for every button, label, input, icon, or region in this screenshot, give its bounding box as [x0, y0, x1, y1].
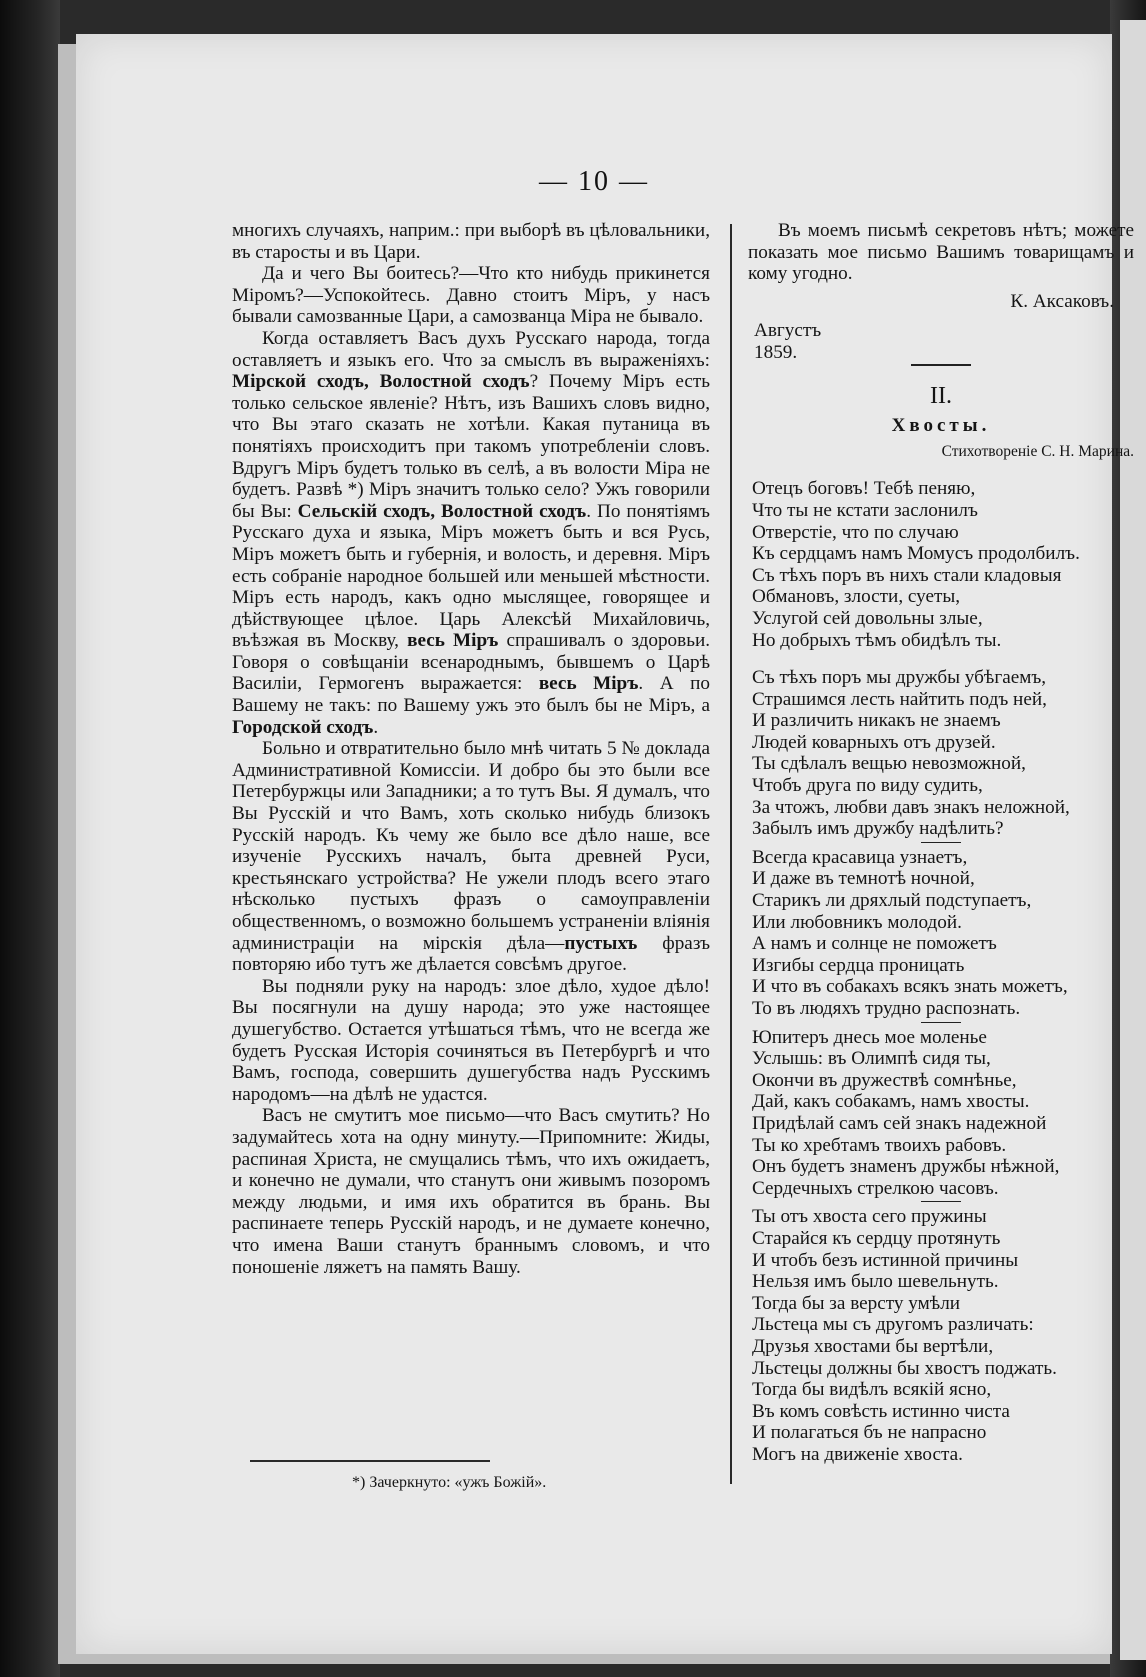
right-column — [748, 220, 1134, 1465]
dateline — [748, 320, 1134, 363]
poem-line: Окончи въ дружествѣ сомнѣнье, — [752, 1069, 1017, 1091]
poem-line: Людей коварныхъ отъ друзей. — [752, 731, 996, 753]
poem-body — [748, 478, 1134, 1465]
paragraph: Больно и отвратительно было мнѣ читать 5 № доклада Административной Комиссіи. И добро бы это были все Петербуржцы или Западники; а то тутъ Вы. Я думалъ, что Вы Русскій и что Вамъ, хоть сколько нибудь близокъ Русскій народъ. Къ чему же было все дѣло наше, все изученіе Русскихъ началъ, быта древней Руси, крестьянскаго устройства? Не ужели плодъ всего этаго нѣсколько пустыхъ фразъ о самоуправленіи общественномъ, о возможно большемъ устраненіи вліянія администраціи на мірскія дѣла—пустыхъ фразъ повторяю ибо тутъ же дѣлается совсѣмъ другое. — [232, 738, 710, 976]
section-number: II. — [930, 382, 952, 409]
poem-line: Ты отъ хвоста сего пружины — [752, 1206, 987, 1228]
book-page — [76, 34, 1134, 1654]
stanza — [752, 667, 1134, 840]
stanza-separator — [921, 842, 961, 843]
poem-line: Изгибы сердца проницать — [752, 954, 965, 976]
stanza-separator — [921, 1201, 961, 1202]
poem-line: То въ людяхъ трудно распознать. — [752, 998, 1021, 1019]
poem-line: И чтобъ безъ истинной причины — [752, 1249, 1019, 1271]
poem-line: Придѣлай самъ сей знакъ надежной — [752, 1112, 1047, 1134]
poem-line: Льстецы должны бы хвостъ поджать. — [752, 1357, 1057, 1379]
column-divider — [730, 224, 732, 1484]
poem-line: Услугой сей довольны злые, — [752, 607, 983, 629]
paragraph: Когда оставляетъ Васъ духъ Русскаго народа, тогда оставляетъ и языкъ его. Что за смыслъ въ выраженіяхъ: Мірской сходъ, Волостной сходъ? Почему Міръ есть только сельское явленіе? Нѣтъ, изъ Вашихъ словъ видно, что Вы этаго сказать не хотѣли. Какая путаница въ понятіяхъ происходитъ при такомъ употребленіи словъ. Вдругъ Міръ будетъ только въ селѣ, а въ волости Міра не будетъ. Развѣ *) Міръ значитъ только село? Ужъ говорили бы Вы: Сельскій сходъ, Волостной сходъ. По понятіямъ Русскаго духа и языка, Міръ можетъ быть и вся Русь, Міръ можетъ быть и губернія, и волость, и деревня. Міръ есть собраніе народное большей или меньшей мѣстности. Міръ есть народъ, какъ одно мыслящее, говорящее и дѣйствующее цѣлое. Царь Алексѣй Михайловичь, въѣзжая въ Москву, весь Міръ спрашивалъ о здоровьи. Говоря о совѣщаніи всенароднымъ, бывшемъ о Царѣ Василіи, Гермогенъ выражается: весь Міръ. А по Вашему не такъ: по Вашему ужъ это былъ бы не Міръ, а Городской сходъ. — [232, 327, 711, 738]
poem-subtitle: Стихотвореніе С. Н. Марина. — [941, 442, 1134, 460]
paragraph: Вы подняли руку на народъ: злое дѣло, худое дѣло! Вы посягнули на душу народа; это уже настоящее душегубство. Остается утѣшаться тѣмъ, что не всегда же будетъ Русская Исторія сочиняться въ Петербургѣ и что Вамъ, господа, совершить душегубства надъ Русскимъ народомъ—на дѣлѣ не удастся. — [232, 975, 710, 1105]
poem-line: Тогда бы видѣлъ всякій ясно, — [752, 1379, 992, 1401]
date-year: 1859. — [754, 341, 798, 363]
poem-line: Онъ будетъ знаменъ дружбы нѣжной, — [752, 1156, 1060, 1178]
signature: К. Аксаковъ. — [1010, 290, 1114, 312]
poem-line: Всегда красавица узнаетъ, — [752, 846, 968, 868]
date-month: Августъ — [754, 320, 822, 342]
poem-line: Друзья хвостами бы вертѣли, — [752, 1335, 994, 1357]
poem-line: Обмановъ, злости, суеты, — [752, 586, 961, 608]
poem-line: Ты ко хребтамъ твоихъ рабовъ. — [752, 1134, 1007, 1156]
poem-line: И даже въ темнотѣ ночной, — [752, 868, 975, 890]
stanza — [752, 1206, 1134, 1465]
poem-line: Къ сердцамъ намъ Момусъ продолбилъ. — [752, 543, 1080, 565]
book-cover-left — [0, 0, 60, 1677]
poem-line: Ты сдѣлалъ вещью невозможной, — [752, 753, 1026, 775]
stanza — [752, 847, 1134, 1020]
poem-line: И что въ собакахъ всякъ знать можетъ, — [752, 976, 1068, 998]
poem-line: Забылъ имъ дружбу надѣлить? — [752, 818, 1004, 840]
stanza-separator — [921, 1022, 961, 1023]
poem-line: Могъ на движеніе хвоста. — [752, 1443, 963, 1465]
poem-line: Чтобъ друга по виду судить, — [752, 775, 983, 797]
poem-line: Но добрыхъ тѣмъ обидѣлъ ты. — [752, 629, 1002, 651]
poem-line: Съ тѣхъ поръ въ нихъ стали кладовыя — [752, 564, 1062, 586]
poem-line: Въ комъ совѣсть истинно чиста — [752, 1400, 1010, 1422]
left-column — [232, 220, 710, 1278]
poem-line: Старайся къ сердцу протянуть — [752, 1227, 1001, 1249]
paragraph: Да и чего Вы боитесь?—Что кто нибудь прикинется Міромъ?—Успокойтесь. Давно стоитъ Міръ, у насъ бывали самозванные Цари, а самозванца Міра не бывало. — [232, 263, 710, 328]
footnote: *) Зачеркнуто: «ужъ Божій». — [352, 1474, 547, 1491]
poem-title: Хвосты. — [891, 415, 991, 437]
poem-line: Тогда бы за версту умѣли — [752, 1292, 961, 1314]
poem-line: Нельзя имъ было шевельнуть. — [752, 1271, 999, 1293]
footnote-rule — [250, 1460, 490, 1462]
poem-line: И полагаться бъ не напрасно — [752, 1422, 987, 1444]
poem-line: А намъ и солнце не поможетъ — [752, 933, 997, 955]
stanza — [752, 478, 1134, 651]
poem-line: Или любовникъ молодой. — [752, 911, 962, 933]
poem-line: Дай, какъ собакамъ, намъ хвосты. — [752, 1091, 1030, 1113]
poem-line: Съ тѣхъ поръ мы дружбы убѣгаемъ, — [752, 667, 1047, 689]
poem-line: Что ты не кстати заслонилъ — [752, 499, 978, 521]
stanza — [752, 1027, 1134, 1200]
poem-line: Страшимся лесть найтить подъ ней, — [752, 688, 1047, 710]
separator-rule — [911, 364, 971, 366]
poem-line: Отверстіе, что по случаю — [752, 521, 959, 543]
poem-line: За чтожъ, любви давъ знакъ неложной, — [752, 796, 1070, 818]
paragraph: многихъ случаяхъ, наприм.: при выборѣ въ цѣловальники, въ старосты и въ Цари. — [232, 220, 710, 263]
poem-line: И различить никакъ не знаемъ — [752, 710, 1001, 732]
poem-line: Юпитеръ днесь мое моленье — [752, 1026, 987, 1048]
poem-line: Отецъ боговъ! Тебѣ пеняю, — [752, 478, 976, 500]
stanza-gap — [748, 651, 1134, 667]
poem-line: Льстеца мы съ другомъ различать: — [752, 1314, 1034, 1336]
letter-closing: Въ моемъ письмѣ секретовъ нѣтъ; можете показать мое письмо Вашимъ товарищамъ и кому угодно. — [748, 220, 1134, 285]
poem-line: Сердечныхъ стрелкою часовъ. — [752, 1177, 999, 1199]
poem-line: Услышь: въ Олимпѣ сидя ты, — [752, 1048, 991, 1070]
poem-line: Старикъ ли дряхлый подступаетъ, — [752, 890, 1032, 912]
paragraph: Васъ не смутитъ мое письмо—что Васъ смутить? Но задумайтесь хота на одну минуту.—Припомните: Жиды, распиная Христа, не смущались тѣмъ, что ихъ ожидаетъ, и конечно не думали, что станутъ они живымъ позоромъ между людьми, и имя ихъ обратится въ брань. Вы распинаете теперь Русскій народъ, и не думаете конечно, что имена Ваши станутъ браннымъ словомъ, и что поношеніе ляжетъ на память Вашу. — [232, 1105, 710, 1278]
page-number: — 10 — — [539, 166, 649, 197]
